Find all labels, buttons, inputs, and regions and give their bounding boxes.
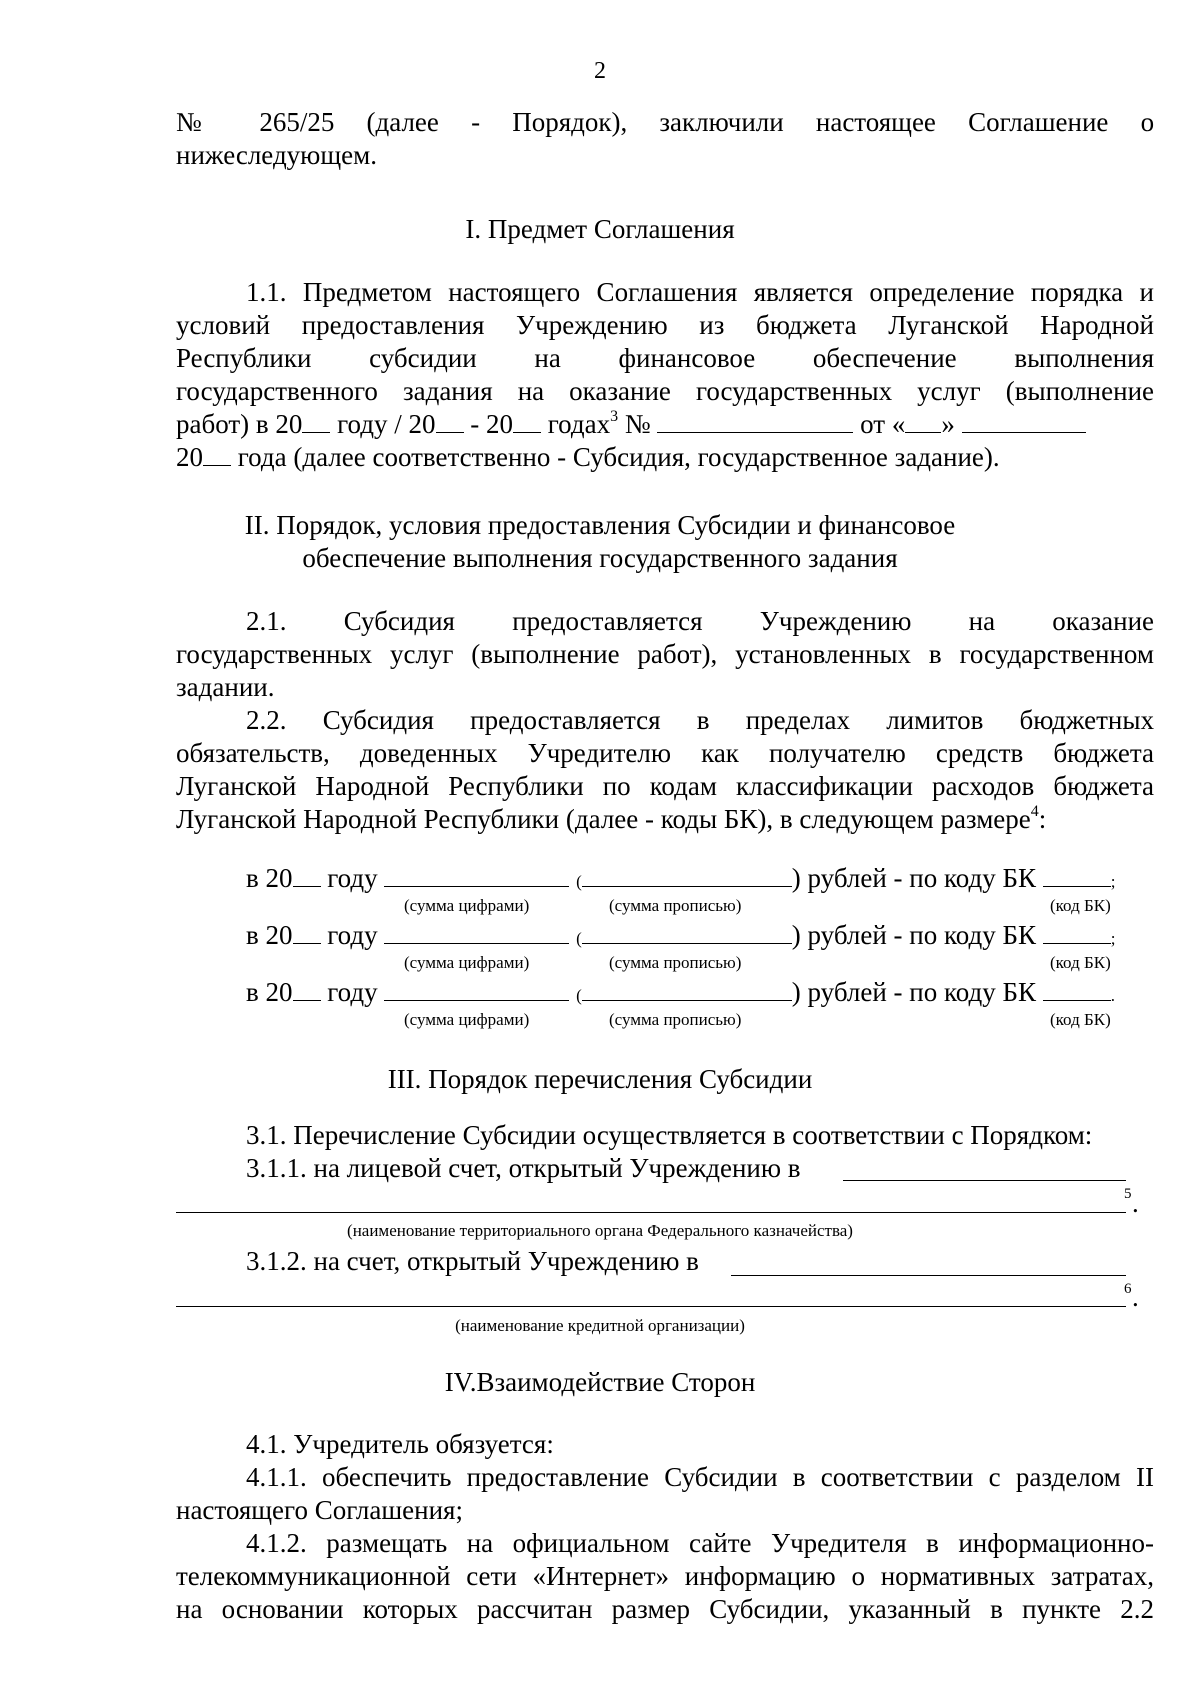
blank-sum-words (582, 919, 792, 944)
caption-sum-words: (сумма прописью) (609, 953, 742, 972)
clause-1-1-line-5: работ) в 20 году / 20 - 20 годах$^3$ № от « » (176, 408, 1154, 441)
section-2-heading-line-2: обеспечение выполнения государственного задания (302, 543, 898, 573)
section-3-heading: III. Порядок перечисления Субсидии (387, 1064, 813, 1094)
blank-sum-words (582, 976, 792, 1001)
section-2-heading-line-1: II. Порядок, условия предоставления Субсидии и финансовое (244, 510, 956, 540)
clause-4-1: 4.1. Учредитель обязуется: (246, 1429, 554, 1459)
clause-1-1-line-2: условий предоставления Учреждению из бюджета Луганской Народной (176, 310, 1154, 340)
blank-year (436, 408, 464, 433)
section-1-heading: I. Предмет Соглашения (465, 214, 735, 244)
caption-credit-organization: (наименование кредитной организации) (455, 1316, 745, 1335)
caption-sum-words: (сумма прописью) (609, 1010, 742, 1029)
blank-credit-organization (731, 1275, 1126, 1276)
blank-year (302, 408, 330, 433)
blank-bk-code (1043, 862, 1111, 887)
clause-3-1-2-end: . (1132, 1282, 1139, 1312)
section-4-heading: IV.Взаимодействие Сторон (444, 1367, 756, 1397)
clause-1-1-line-3: Республики субсидии на финансовое обеспечение выполнения (176, 343, 1155, 373)
blank-year (203, 441, 231, 466)
blank-sum-digits (384, 862, 569, 887)
blank-bk-code (1043, 976, 1111, 1001)
clause-2-2-line-1: 2.2. Субсидия предоставляется в пределах лимитов бюджетных (246, 705, 1154, 735)
clause-3-1-1: 3.1.1. на лицевой счет, открытый Учреждению в (246, 1153, 801, 1183)
clause-2-1-line-1: 2.1. Субсидия предоставляется Учреждению на оказание (246, 606, 1155, 636)
clause-3-1-1-end: . (1132, 1188, 1139, 1218)
clause-2-2-line-3: Луганской Народной Республики по кодам классификации расходов бюджета (176, 771, 1154, 801)
caption-sum-digits: (сумма цифрами) (404, 953, 530, 972)
clause-1-1-line-6: 20 года (далее соответственно - Субсидия, государственное задание). (176, 442, 1000, 472)
blank-day (905, 408, 941, 433)
blank-credit-organization-continued (176, 1306, 1126, 1307)
clause-1-1-line-4: государственного задания на оказание государственных услуг (выполнение (176, 376, 1154, 406)
blank-sum-digits (384, 919, 569, 944)
page-number: 2 (594, 58, 606, 84)
blank-sum-digits (384, 976, 569, 1001)
caption-sum-words: (сумма прописью) (609, 896, 742, 915)
blank-year (293, 862, 321, 887)
intro-line-2: нижеследующем. (176, 140, 377, 170)
clause-1-1-line-1: 1.1. Предметом настоящего Соглашения является определение порядка и (246, 277, 1154, 307)
amount-row-3: в 20 году ( ) рублей - по коду БК . (246, 977, 1115, 1007)
footnote-ref-3: 3 (610, 408, 619, 425)
blank-bk-code (1043, 919, 1111, 944)
clause-4-1-1-line-1: 4.1.1. обеспечить предоставление Субсидии в соответствии с разделом II (246, 1462, 1154, 1492)
intro-line-1: № 265/25 (далее - Порядок), заключили настоящее Соглашение о (176, 107, 1155, 137)
amount-row-1: в 20 году ( ) рублей - по коду БК ; (246, 863, 1116, 893)
blank-month (962, 408, 1086, 433)
caption-bk-code: (код БК) (1050, 953, 1111, 972)
clause-3-1: 3.1. Перечисление Субсидии осуществляется в соответствии с Порядком: (246, 1120, 1093, 1150)
blank-sum-words (582, 862, 792, 887)
clause-4-1-2-line-3: на основании которых рассчитан размер Субсидии, указанный в пункте 2.2 (176, 1594, 1154, 1624)
caption-sum-digits: (сумма цифрами) (404, 896, 530, 915)
blank-year (293, 976, 321, 1001)
clause-2-1-line-2: государственных услуг (выполнение работ), установленных в государственном (176, 639, 1154, 669)
clause-4-1-2-line-1: 4.1.2. размещать на официальном сайте Учредителя в информационно- (246, 1528, 1154, 1558)
caption-treasury-organ: (наименование территориального органа Федерального казначейства) (347, 1221, 853, 1240)
caption-sum-digits: (сумма цифрами) (404, 1010, 530, 1029)
blank-treasury-organ (843, 1180, 1126, 1181)
blank-year (293, 919, 321, 944)
clause-2-2-line-4: Луганской Народной Республики (далее - коды БК), в следующем размере$^4$: (176, 803, 1047, 834)
clause-2-2-line-2: обязательств, доведенных Учредителю как получателю средств бюджета (176, 738, 1154, 768)
clause-2-1-line-3: задании. (176, 672, 275, 702)
blank-number (657, 408, 853, 433)
footnote-ref-6: 6 (1124, 1281, 1132, 1297)
footnote-ref-5: 5 (1124, 1186, 1132, 1202)
blank-year (513, 408, 541, 433)
caption-bk-code: (код БК) (1050, 896, 1111, 915)
blank-treasury-organ-continued (176, 1212, 1126, 1213)
footnote-ref-4: 4 (1030, 803, 1039, 820)
clause-4-1-2-line-2: телекоммуникационной сети «Интернет» информацию о нормативных затратах, (176, 1561, 1154, 1591)
clause-3-1-2: 3.1.2. на счет, открытый Учреждению в (246, 1246, 699, 1276)
caption-bk-code: (код БК) (1050, 1010, 1111, 1029)
clause-4-1-1-line-2: настоящего Соглашения; (176, 1495, 463, 1525)
amount-row-2: в 20 году ( ) рублей - по коду БК ; (246, 920, 1116, 950)
